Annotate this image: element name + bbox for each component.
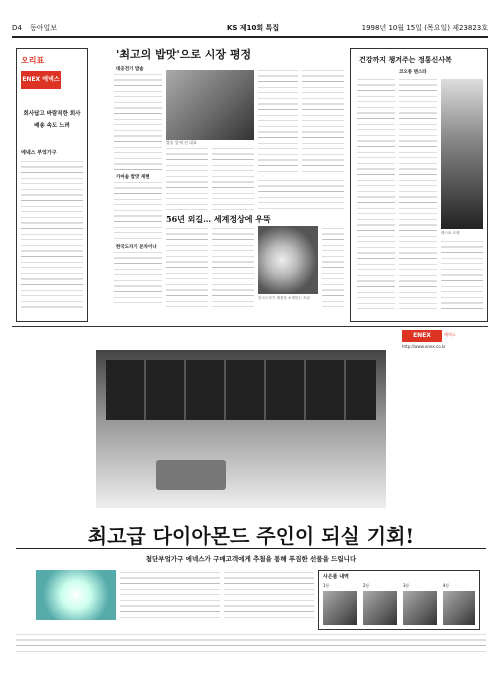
prize-image-2 [363, 591, 397, 625]
article-kicker-1: 대웅전기 밥솥 [116, 67, 144, 72]
ad-logo-sub: 에넥스 [444, 332, 456, 337]
photo-caption-2: 한국도자기 제품을 소개하는 모습 [258, 296, 311, 300]
right-col-1 [357, 79, 395, 309]
left-ad [16, 48, 88, 322]
prize-label-1: 1등 [323, 583, 330, 588]
article-col-5 [302, 70, 344, 174]
ad-body-text-2 [224, 572, 314, 620]
prize-label-2: 2등 [363, 583, 370, 588]
article-col-3 [212, 148, 254, 210]
ad-headline: 최고급 다이아몬드 주인이 되실 기회! [87, 524, 415, 548]
article-title: '최고의 밥맛'으로 시장 평정 [116, 48, 252, 61]
prize-label-4: 4등 [443, 583, 450, 588]
article-col-1c [114, 252, 162, 308]
ad-url: http://www.enex.co.kr [402, 344, 446, 349]
ad-rule [16, 548, 486, 549]
prize-image-3 [403, 591, 437, 625]
page-number: D4 [12, 24, 22, 32]
diamond-photo [36, 570, 116, 620]
right-col-3 [441, 241, 483, 309]
issue-date: 1998년 10월 15일 (목요일) 제23823호 [361, 24, 488, 32]
right-article-kicker: 코오롱 맨스타 [399, 70, 427, 75]
prize-image-4 [443, 591, 475, 625]
article-col-1b [114, 182, 162, 242]
article-title-2: 56년 외길… 세계정상에 우뚝 [166, 214, 271, 224]
article-col-9 [322, 228, 344, 308]
right-col-2 [399, 79, 437, 309]
article-kicker-3: 한국도자기 본차이나 [116, 245, 157, 250]
kitchen-cabinets [106, 360, 376, 420]
ad-logo: ENEX [402, 330, 442, 342]
ad-body-text [120, 572, 220, 620]
right-article-title: 건강까지 챙겨주는 정통신사복 [359, 55, 452, 64]
tableware-photo [258, 226, 318, 294]
article-col-7 [166, 228, 208, 308]
section-title: KS 제10회 특집 [227, 24, 280, 32]
ad-footer-text [16, 634, 486, 656]
article-col-8 [212, 228, 254, 308]
enex-logo: ENEX 에넥스 [21, 71, 61, 89]
left-ad-person: 에넥스 부엌가구 [21, 150, 57, 156]
kitchen-table [156, 460, 226, 490]
article-col-6 [258, 180, 344, 210]
prize-label-3: 3등 [403, 583, 410, 588]
article-col-2 [166, 148, 208, 210]
article-kicker-2: 가마솥 밥맛 재현 [116, 175, 150, 180]
prize-table [318, 570, 480, 630]
kitchen-photo [96, 350, 386, 508]
ad-divider [12, 326, 488, 327]
left-ad-body-text [21, 161, 83, 311]
prize-header: 사은품 내역 [323, 574, 349, 580]
paper-name: 동아일보 [30, 24, 58, 32]
right-article [350, 48, 488, 322]
bottom-ad [16, 330, 486, 660]
prize-image-1 [323, 591, 357, 625]
model-photo [441, 79, 483, 229]
article-col-1 [114, 74, 162, 170]
article-col-4 [258, 70, 298, 174]
left-ad-tagline: 회사답고 바람직한 회사 [23, 111, 81, 117]
photo-caption-1: 밥솥 앞에 선 대표 [166, 140, 197, 145]
ad-subheadline: 첨단부엌가구 에넥스가 구매고객에게 추첨을 통해 푸짐한 선물을 드립니다 [145, 555, 357, 563]
rice-cooker-photo [166, 70, 254, 140]
page-header [12, 20, 488, 38]
left-ad-line2: 배송 속도 느려 [34, 123, 70, 129]
center-article [92, 40, 346, 312]
ori-brand: 오리표 [21, 56, 45, 65]
right-photo-caption: 맨스타 모델 [441, 231, 460, 235]
